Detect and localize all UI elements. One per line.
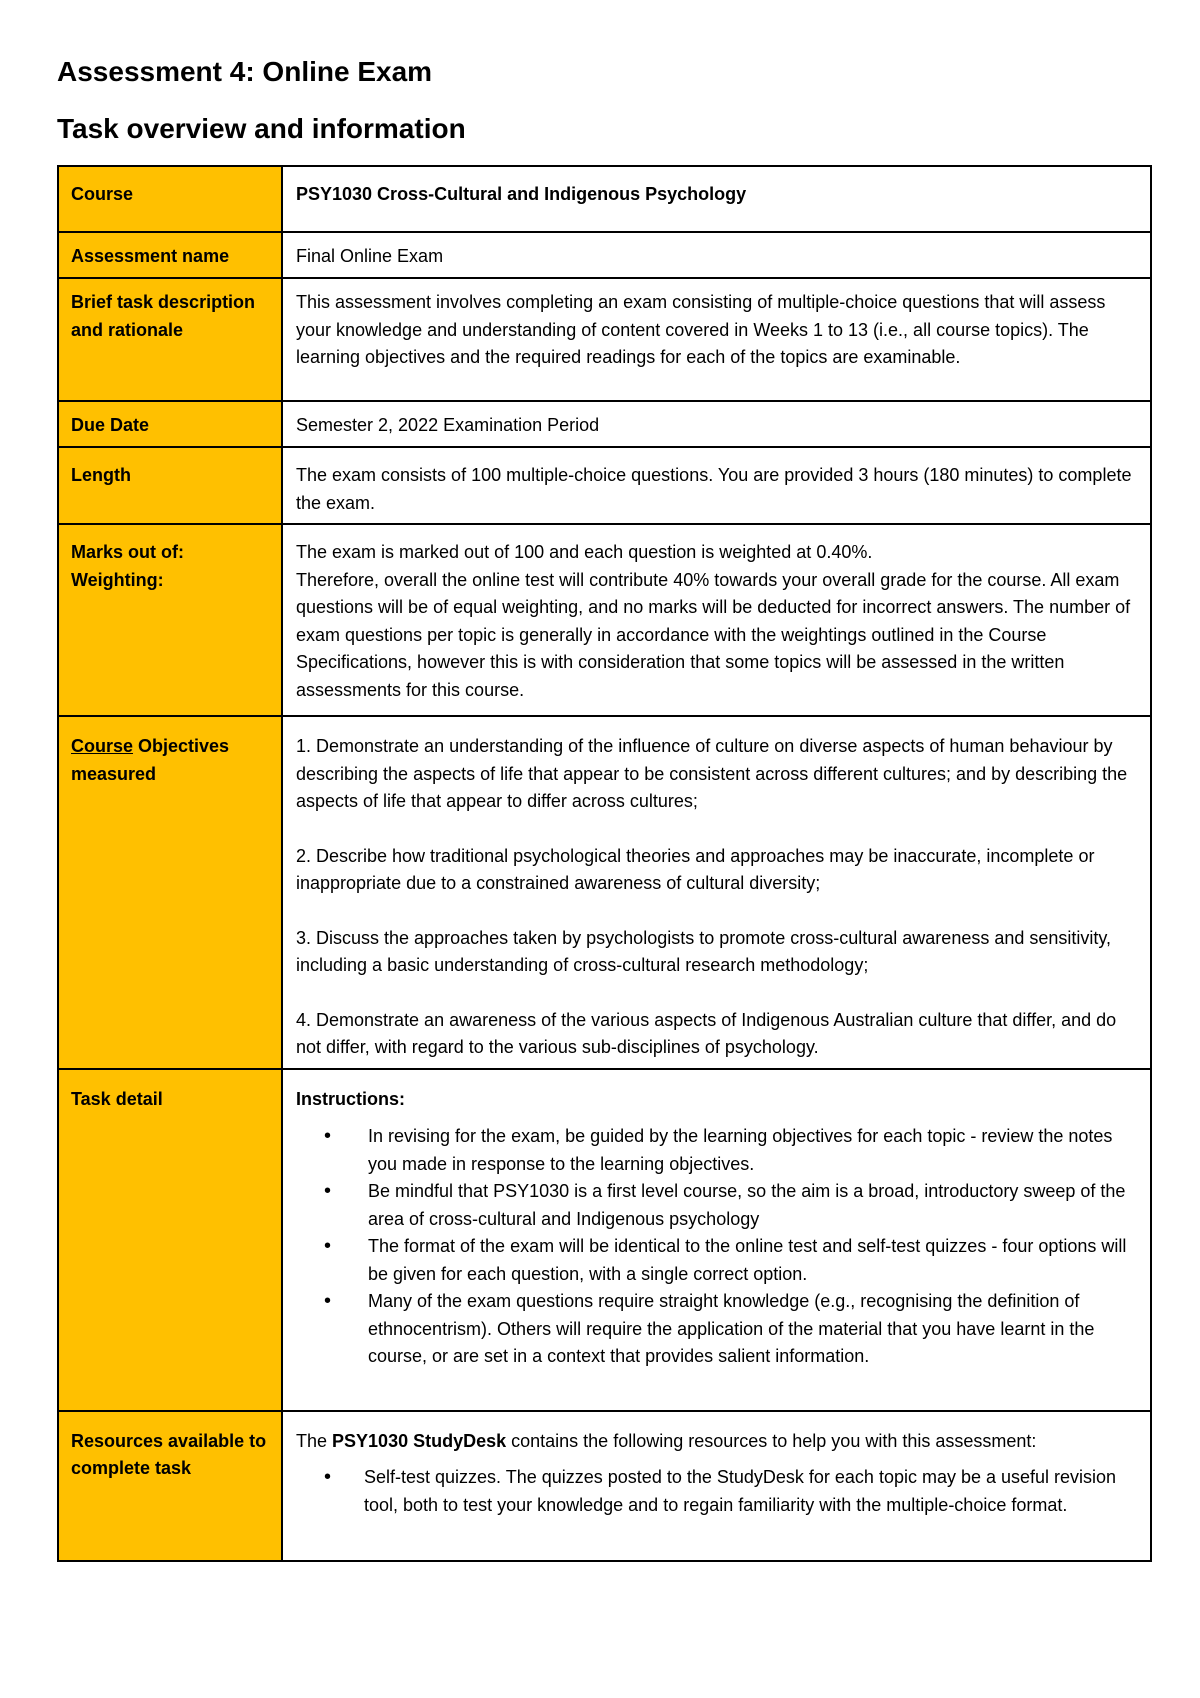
brief-label: Brief task description and rationale [58,278,282,401]
resources-list [296,1464,1134,1519]
resources-intro-pre: The [296,1430,333,1451]
due-date-value: Semester 2, 2022 Examination Period [282,401,1151,447]
resources-label: Resources available to complete task [58,1411,282,1561]
objective-item: 3. Discuss the approaches taken by psychologists to promote cross-cultural awareness and sensitivity, including a basic understanding of cross-cultural research methodology; [296,927,1112,975]
length-value: The exam consists of 100 multiple-choice questions. You are provided 3 hours (180 minutes) to complete the exam. [282,447,1151,524]
resources-intro-post: contains the following resources to help you with this assessment: [506,1430,1037,1451]
length-label: Length [58,447,282,524]
list-item: • Self-test quizzes. The quizzes posted to the StudyDesk for each topic may be a useful revision tool, both to test your knowledge and to regain familiarity with the multiple-choice format. [296,1464,1134,1519]
marks-label-line1: Marks out of: [71,542,185,562]
objective-item: 2. Describe how traditional psychological theories and approaches may be inaccurate, incomplete or inappropriate due to a constrained awareness of cultural diversity; [296,845,1095,893]
section-title: Task overview and information [57,113,466,144]
page-title: Assessment 4: Online Exam [57,56,433,87]
row-course [58,166,1151,232]
marks-label [58,524,282,716]
list-item: • The format of the exam will be identical to the online test and self-test quizzes - four options will be given for each question, with a single correct option. [296,1233,1134,1288]
marks-value [282,524,1151,716]
assessment-name-value: Final Online Exam [282,232,1151,278]
marks-label-line2: Weighting: [71,569,164,590]
objective-item: 4. Demonstrate an awareness of the various aspects of Indigenous Australian culture that differ, and do not differ, with regard to the various sub-disciplines of psychology. [296,1009,1117,1057]
resources-value [282,1411,1151,1561]
row-objectives [58,716,1151,1069]
studydesk-name: PSY1030 StudyDesk [332,1430,507,1451]
objectives-value [282,716,1151,1069]
row-task-detail [58,1069,1151,1411]
objectives-label-rest: Objectives measured [71,736,230,784]
list-item: • In revising for the exam, be guided by the learning objectives for each topic - review the notes you made in response to the learning objectives. [296,1123,1134,1178]
objectives-label [58,716,282,1069]
instructions-title: Instructions: [296,1088,406,1109]
row-marks [58,524,1151,716]
row-brief-description [58,278,1151,401]
objective-item: 1. Demonstrate an understanding of the influence of culture on diverse aspects of human behaviour by describing the aspects of life that appear to be consistent across different cultures; and by describing the aspects of life that appear to differ across cultures; [296,736,1128,811]
instructions-list [296,1123,1134,1371]
marks-line1: The exam is marked out of 100 and each question is weighted at 0.40%. [296,542,873,562]
task-overview-table [57,165,1152,1562]
due-date-label: Due Date [58,401,282,447]
objectives-label-word: Course [71,736,134,756]
list-item: • Many of the exam questions require straight knowledge (e.g., recognising the definition of ethnocentrism). Others will require the application of the material that you have learnt in the course, or are set in a context that provides salient information. [296,1288,1134,1371]
list-item: • Be mindful that PSY1030 is a first level course, so the aim is a broad, introductory sweep of the area of cross-cultural and Indigenous psychology [296,1178,1134,1233]
brief-value: This assessment involves completing an exam consisting of multiple-choice questions that will assess your knowledge and understanding of content covered in Weeks 1 to 13 (i.e., all course topics). The learning objectives and the required readings for each of the topics are examinable. [282,278,1151,401]
marks-line2: Therefore, overall the online test will contribute 40% towards your overall grade for the course. All exam questions will be of equal weighting, and no marks will be deducted for incorrect answers. The number of exam questions per topic is generally in accordance with the weightings outlined in the Course Specifications, however this is with consideration that some topics will be assessed in the written assessments for this course. [296,569,1131,700]
resources-intro [296,1428,1134,1456]
row-assessment-name [58,232,1151,278]
row-due-date [58,401,1151,447]
row-resources [58,1411,1151,1561]
task-detail-label: Task detail [58,1069,282,1411]
row-length [58,447,1151,524]
assessment-name-label: Assessment name [58,232,282,278]
task-detail-value [282,1069,1151,1411]
course-label: Course [58,166,282,232]
course-value: PSY1030 Cross-Cultural and Indigenous Psychology [282,166,1151,232]
